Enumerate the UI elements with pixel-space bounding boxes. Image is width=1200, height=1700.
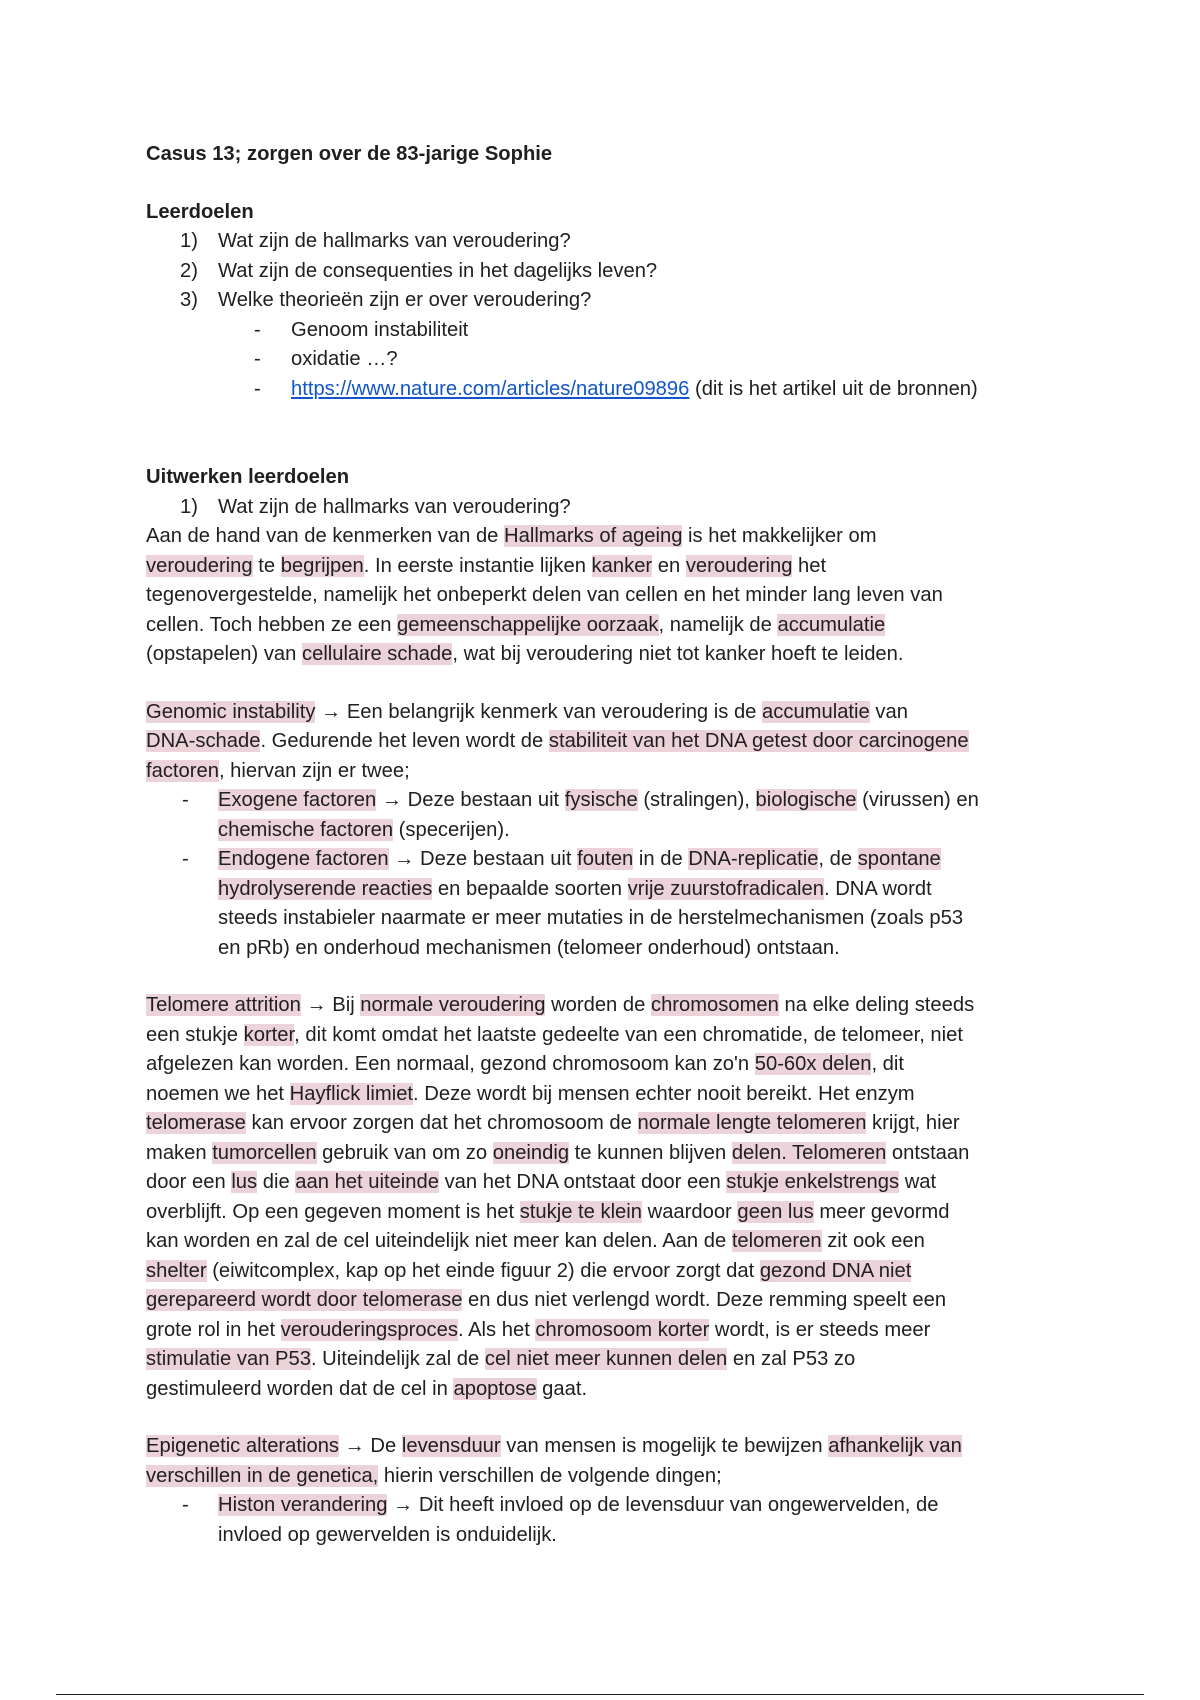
bullet-line: [146, 1491, 1066, 1521]
text-run: → Deze bestaan uit: [388, 848, 578, 870]
text-run: steeds instabieler naarmate er meer mutaties in de herstelmechanismen (zoals p53: [218, 907, 964, 929]
text-run: . Gedurende het leven wordt de: [260, 730, 549, 752]
text-run: (stralingen),: [637, 789, 756, 811]
text-line: [146, 581, 1066, 611]
intro-paragraph: [146, 522, 1066, 670]
text-run: is het makkelijker om: [682, 525, 877, 547]
highlighted-text: stukje enkelstrengs: [726, 1171, 900, 1193]
uitwerken-list: [146, 493, 1066, 523]
bullet-line: [146, 934, 1066, 964]
highlighted-text: chemische factoren: [218, 818, 394, 841]
text-run: (opstapelen) van: [146, 643, 302, 665]
text-run: van mensen is mogelijk te bewijzen: [500, 1435, 829, 1457]
text-run: cellen. Toch hebben ze een: [146, 613, 398, 636]
uitwerken-heading: Uitwerken leerdoelen: [146, 466, 350, 488]
text-run: , hiervan zijn er twee;: [218, 759, 410, 782]
text-run: kan worden en zal de cel uiteindelijk niet meer kan delen. Aan de: [146, 1230, 732, 1252]
bullet-line: [146, 875, 1066, 905]
text-run: zit ook een: [821, 1230, 925, 1252]
text-line: [146, 1286, 1066, 1316]
list-item: - Genoom instabiliteit: [254, 318, 469, 341]
text-run: worden de: [545, 994, 651, 1016]
nature-article-link[interactable]: https://www.nature.com/articles/nature09896: [291, 377, 690, 400]
genomic-bullet-list: [146, 786, 1066, 963]
highlighted-text: levensduur: [401, 1435, 501, 1457]
text-line: [146, 1227, 1066, 1257]
text-line: [146, 1432, 1066, 1462]
text-run: en dus niet verlengd wordt. Deze remming speelt een: [462, 1289, 947, 1311]
text-run: en bepaalde soorten: [432, 877, 628, 900]
list-item: 1) Wat zijn de hallmarks van veroudering?: [180, 495, 571, 518]
highlighted-text: stimulatie van P53: [146, 1348, 311, 1370]
text-run: , namelijk de: [658, 613, 778, 636]
highlighted-text: cellulaire schade: [302, 643, 453, 665]
highlighted-text: chromosomen: [650, 994, 779, 1016]
text-run: Aan de hand van de kenmerken van de: [146, 525, 505, 547]
highlighted-text: fouten: [577, 848, 634, 870]
text-line: [146, 1462, 1066, 1492]
bullet-item: [146, 1491, 1066, 1550]
text-run: → Een belangrijk kenmerk van veroudering is de: [315, 700, 763, 723]
telomere-attrition-paragraph: [146, 991, 1066, 1404]
text-line: [146, 1139, 1066, 1169]
highlighted-text: normale lengte telomeren: [637, 1112, 867, 1134]
highlighted-text: fysische: [564, 789, 638, 811]
text-run: wordt, is er steeds meer: [709, 1318, 931, 1341]
text-line: [146, 522, 1066, 552]
text-run: overblijft. Op een gegeven moment is het: [146, 1200, 520, 1223]
highlighted-text: hydrolyserende reacties: [218, 877, 433, 900]
text-run: door een: [146, 1171, 232, 1193]
text-run: in de: [633, 848, 689, 870]
text-line: [146, 1316, 1066, 1346]
text-run: (specerijen).: [393, 818, 510, 841]
text-line: [146, 1168, 1066, 1198]
text-line: [146, 611, 1066, 641]
text-run: tegenovergestelde, namelijk het onbeperkt delen van cellen en het minder lang leven van: [146, 584, 943, 606]
text-run: . Uiteindelijk zal de: [310, 1348, 485, 1370]
list-item: 1) Wat zijn de hallmarks van veroudering?: [180, 230, 571, 252]
highlighted-text: lus: [231, 1171, 258, 1193]
text-run: invloed op gewervelden is onduidelijk.: [218, 1523, 557, 1546]
leerdoelen-sublist: [146, 316, 1066, 405]
text-run: die: [257, 1171, 296, 1193]
text-run: . Deze wordt bij mensen echter nooit bereikt. Het enzym: [413, 1082, 915, 1105]
highlighted-text: korter: [243, 1023, 295, 1046]
document-page: [146, 140, 1066, 1550]
bullet-line: [146, 1521, 1066, 1551]
text-run: gebruik van om zo: [316, 1141, 493, 1164]
document-title: Casus 13; zorgen over de 83-jarige Sophie: [146, 143, 553, 165]
genomic-instability-paragraph: [146, 698, 1066, 787]
text-run: , de: [818, 848, 858, 870]
highlighted-text: verschillen in de genetica,: [146, 1464, 379, 1487]
text-line: [146, 1050, 1066, 1080]
highlighted-text: Hayflick limiet: [289, 1082, 414, 1105]
text-run: het: [792, 554, 827, 577]
text-line: [146, 1109, 1066, 1139]
text-run: gestimuleerd worden dat de cel in: [146, 1377, 454, 1400]
bullet-line: [146, 786, 1066, 816]
text-line: [146, 1080, 1066, 1110]
highlighted-text: accumulatie: [762, 700, 870, 723]
list-item: - oxidatie …?: [254, 348, 398, 370]
highlighted-text: gerepareerd wordt door telomerase: [146, 1289, 463, 1311]
highlighted-text: DNA-replicatie: [688, 848, 819, 870]
page-bottom-rule: [56, 1694, 1144, 1695]
highlighted-text: verouderingsproces: [280, 1318, 458, 1341]
highlighted-text: Hallmarks of ageing: [504, 525, 683, 547]
text-run: ontstaan: [886, 1141, 970, 1164]
highlighted-text: kanker: [591, 554, 653, 577]
text-run: meer gevormd: [813, 1200, 950, 1223]
text-line: [146, 1345, 1066, 1375]
highlighted-text: delen. Telomeren: [731, 1141, 887, 1164]
text-run: . In eerste instantie lijken: [363, 554, 592, 577]
text-run: → De: [339, 1435, 402, 1457]
text-run: wat: [899, 1171, 937, 1193]
highlighted-text: normale veroudering: [360, 994, 546, 1016]
text-run: (eiwitcomplex, kap op het einde figuur 2) die ervoor zorgt dat: [206, 1259, 760, 1282]
text-run: → Bij: [300, 994, 361, 1016]
bullet-dash: -: [182, 848, 189, 870]
text-run: maken: [146, 1141, 213, 1164]
highlighted-text: Genomic instability: [146, 700, 316, 723]
text-line: [146, 698, 1066, 728]
text-run: , wat bij veroudering niet tot kanker hoeft te leiden.: [452, 643, 904, 665]
text-line: [146, 1021, 1066, 1051]
bullet-line: [146, 816, 1066, 846]
text-run: krijgt, hier: [866, 1112, 960, 1134]
highlighted-text: 50-60x delen: [754, 1053, 872, 1075]
bullet-dash: -: [182, 1494, 189, 1516]
text-run: hierin verschillen de volgende dingen;: [378, 1464, 722, 1487]
bullet-dash: -: [182, 789, 189, 811]
highlighted-text: apoptose: [453, 1377, 537, 1400]
text-line: [146, 1198, 1066, 1228]
highlighted-text: cel niet meer kunnen delen: [484, 1348, 728, 1370]
text-run: te kunnen blijven: [569, 1141, 732, 1164]
text-run: grote rol in het: [146, 1318, 281, 1341]
highlighted-text: begrijpen: [280, 554, 364, 577]
text-run: gaat.: [536, 1377, 588, 1400]
highlighted-text: oneindig: [492, 1141, 570, 1164]
text-line: [146, 757, 1066, 787]
bullet-item: [146, 845, 1066, 963]
list-item: - https://www.nature.com/articles/nature09896 (dit is het artikel uit de bronnen): [254, 377, 978, 400]
highlighted-text: Epigenetic alterations: [146, 1435, 340, 1457]
text-run: en zal P53 zo: [727, 1348, 856, 1370]
highlighted-text: telomerase: [146, 1112, 246, 1134]
highlighted-text: Histon verandering: [218, 1494, 388, 1516]
highlighted-text: biologische: [755, 789, 857, 811]
list-item: 2) Wat zijn de consequenties in het dagelijks leven?: [180, 259, 658, 282]
text-run: , dit komt omdat het laatste gedeelte van een chromatide, de telomeer, niet: [294, 1023, 963, 1046]
text-run: noemen we het: [146, 1082, 290, 1105]
text-line: [146, 727, 1066, 757]
highlighted-text: DNA-schade: [146, 730, 261, 752]
highlighted-text: Telomere attrition: [146, 994, 301, 1016]
text-run: te: [252, 554, 281, 577]
highlighted-text: vrije zuurstofradicalen: [627, 877, 824, 900]
highlighted-text: spontane: [857, 848, 941, 870]
text-run: van: [869, 700, 908, 723]
highlighted-text: tumorcellen: [212, 1141, 317, 1164]
highlighted-text: Endogene factoren: [218, 848, 389, 870]
highlighted-text: chromosoom korter: [535, 1318, 710, 1341]
text-run: een stukje: [146, 1023, 244, 1046]
highlighted-text: factoren: [146, 759, 219, 782]
text-run: van het DNA ontstaat door een: [438, 1171, 727, 1193]
leerdoelen-list: [146, 227, 1066, 316]
text-run: waardoor: [642, 1200, 738, 1223]
highlighted-text: veroudering: [146, 554, 253, 577]
highlighted-text: stabiliteit van het DNA getest door carcinogene: [548, 730, 969, 752]
highlighted-text: telomeren: [731, 1230, 822, 1252]
highlighted-text: Exogene factoren: [218, 789, 377, 811]
leerdoelen-heading: Leerdoelen: [146, 200, 254, 223]
highlighted-text: aan het uiteinde: [295, 1171, 439, 1193]
highlighted-text: geen lus: [737, 1200, 814, 1223]
highlighted-text: accumulatie: [777, 613, 886, 636]
highlighted-text: gezond DNA niet: [759, 1259, 912, 1282]
text-run: → Deze bestaan uit: [376, 789, 565, 811]
text-line: [146, 1257, 1066, 1287]
highlighted-text: veroudering: [685, 554, 793, 577]
bullet-item: [146, 786, 1066, 845]
highlighted-text: afhankelijk van: [828, 1435, 962, 1457]
text-line: [146, 640, 1066, 670]
text-line: [146, 991, 1066, 1021]
highlighted-text: shelter: [146, 1259, 207, 1282]
text-run: kan ervoor zorgen dat het chromosoom de: [245, 1112, 638, 1134]
highlighted-text: gemeenschappelijke oorzaak: [397, 613, 659, 636]
text-run: en pRb) en onderhoud mechanismen (telomeer onderhoud) ontstaan.: [218, 936, 840, 959]
text-run: → Dit heeft invloed op de levensduur van ongewervelden, de: [387, 1494, 939, 1516]
text-run: . Als het: [457, 1318, 536, 1341]
text-run: afgelezen kan worden. Een normaal, gezond chromosoom kan zo'n: [146, 1053, 755, 1075]
text-run: en: [652, 554, 686, 577]
highlighted-text: stukje te klein: [519, 1200, 642, 1223]
text-run: . DNA wordt: [824, 877, 932, 900]
text-run: na elke deling steeds: [778, 994, 975, 1016]
text-line: [146, 552, 1066, 582]
epigenetic-alterations-paragraph: [146, 1432, 1066, 1491]
text-run: , dit: [871, 1053, 905, 1075]
text-line: [146, 1375, 1066, 1405]
epigenetic-bullet-list: [146, 1491, 1066, 1550]
list-item: 3) Welke theorieën zijn er over veroudering?: [180, 289, 592, 311]
bullet-line: [146, 845, 1066, 875]
text-run: (virussen) en: [856, 789, 979, 811]
bullet-line: [146, 904, 1066, 934]
